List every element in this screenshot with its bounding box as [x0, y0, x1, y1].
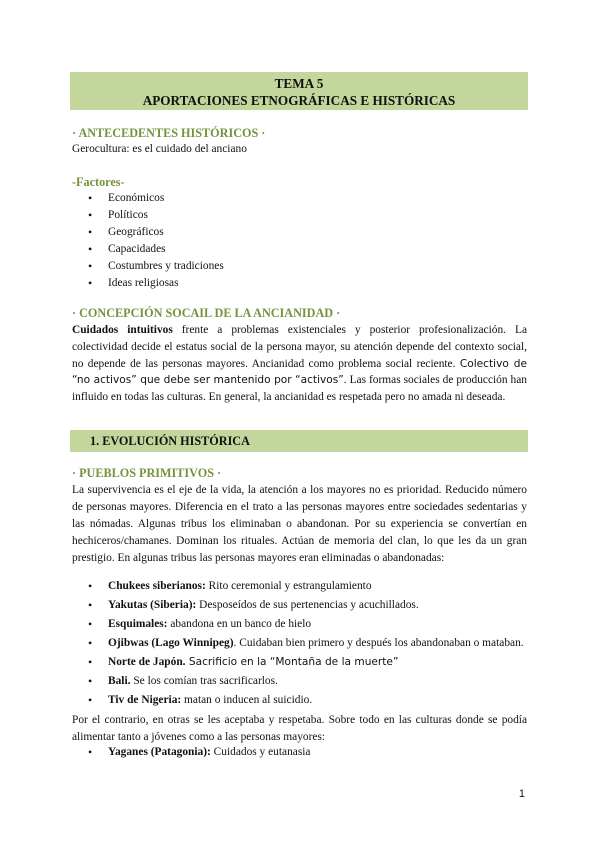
- list-item: [86, 673, 528, 690]
- page-title: APORTACIONES ETNOGRÁFICAS E HISTÓRICAS: [142, 93, 456, 108]
- pueblos-heading: · PUEBLOS PRIMITIVOS ·: [72, 466, 222, 480]
- page-number: 1: [518, 788, 525, 800]
- list-item: • Políticos: [86, 207, 224, 224]
- list-item: [86, 616, 528, 633]
- concepcion-paragraph: [72, 322, 527, 406]
- list-item: [86, 597, 528, 614]
- list-item: • Geográficos: [86, 224, 224, 241]
- sans-quote: Colectivo de “no activos” que debe ser mantenido por “activos”: [72, 357, 527, 387]
- tribe-desc: Desposeídos de sus pertenencias y acuchillados.: [196, 599, 419, 611]
- list-item: [86, 578, 528, 595]
- tribe-name: Yaganes (Patagonia):: [108, 746, 211, 758]
- paragraph-text: . Las formas sociales de producción han influido en todas las culturas. En general, la ancianidad es respetada pero no amada ni deseada.: [72, 374, 527, 404]
- tribe-desc: matan o inducen al suicidio.: [181, 694, 313, 706]
- pueblos-intro: [72, 482, 527, 567]
- paragraph-text: frente a problemas existenciales y posterior profesionalización. La colectividad decide el estatus social de la persona mayor, su atención depende del contexto social, no depende de las personas mayores. Ancianidad como problema social reciente.: [72, 324, 528, 370]
- tribe-name: Esquimales:: [108, 618, 168, 630]
- tribe-desc: Rito ceremonial y estrangulamiento: [205, 580, 372, 592]
- section-heading-evolucion: 1. EVOLUCIÓN HISTÓRICA: [70, 430, 528, 452]
- title-banner: [70, 72, 528, 110]
- factores-list: [86, 190, 224, 292]
- tribe-name: Bali.: [108, 675, 131, 687]
- list-item: [86, 635, 528, 652]
- tribe-name: Yakutas (Siberia):: [108, 599, 197, 611]
- pueblos-list-2: [86, 744, 310, 761]
- list-item: • Costumbres y tradiciones: [86, 258, 224, 275]
- factores-heading: -Factores-: [72, 175, 125, 189]
- tribe-name: Norte de Japón.: [108, 656, 186, 668]
- tribe-name: Ojibwas (Lago Winnipeg): [108, 637, 234, 649]
- gerocultura-definition: Gerocultura: es el cuidado del anciano: [72, 143, 247, 155]
- list-item: [86, 744, 310, 761]
- tema-label: TEMA 5: [274, 76, 324, 91]
- tribe-name: Tiv de Nigeria:: [108, 694, 182, 706]
- tribe-desc: abandona en un banco de hielo: [167, 618, 312, 630]
- list-item: • Económicos: [86, 190, 224, 207]
- antecedentes-heading: · ANTECEDENTES HISTÓRICOS ·: [72, 126, 266, 140]
- pueblos-list: [86, 578, 528, 711]
- pueblos-contrast: [72, 712, 527, 746]
- paragraph-text: Por el contrario, en otras se les aceptaba y respetaba. Sobre todo en las culturas donde se podía alimentar tanto a jóvenes como a las personas mayores:: [72, 714, 527, 743]
- list-item: • Ideas religiosas: [86, 275, 224, 292]
- list-item: • Capacidades: [86, 241, 224, 258]
- concepcion-heading: · CONCEPCIÓN SOCAIL DE LA ANCIANIDAD ·: [72, 306, 341, 320]
- bold-lead: Cuidados intuitivos: [72, 324, 173, 336]
- list-item: [86, 654, 528, 671]
- tribe-name: Chukees siberianos:: [108, 580, 206, 592]
- tribe-desc: Se los comían tras sacrificarlos.: [130, 675, 278, 687]
- paragraph-text: La supervivencia es el eje de la vida, la atención a los mayores no es prioridad. Reducido número de personas mayores. Diferencia en el trato a las personas mayores entre sociedades sedentarias y las nómadas. Algunas tribus los eliminaban o abandonan. Por su experiencia se convertían en hechiceros/chamanes. Dominan los rituales. Actúan de memoria del clan, lo que les da un gran prestigio. En algunas tribus las personas mayores eran eliminadas o abandonadas:: [72, 484, 527, 564]
- tribe-desc: Cuidados y eutanasia: [210, 746, 311, 758]
- tribe-desc: Sacrificio en la “Montaña de la muerte”: [185, 656, 399, 668]
- list-item: [86, 692, 528, 709]
- tribe-desc: . Cuidaban bien primero y después los abandonaban o mataban.: [233, 637, 524, 649]
